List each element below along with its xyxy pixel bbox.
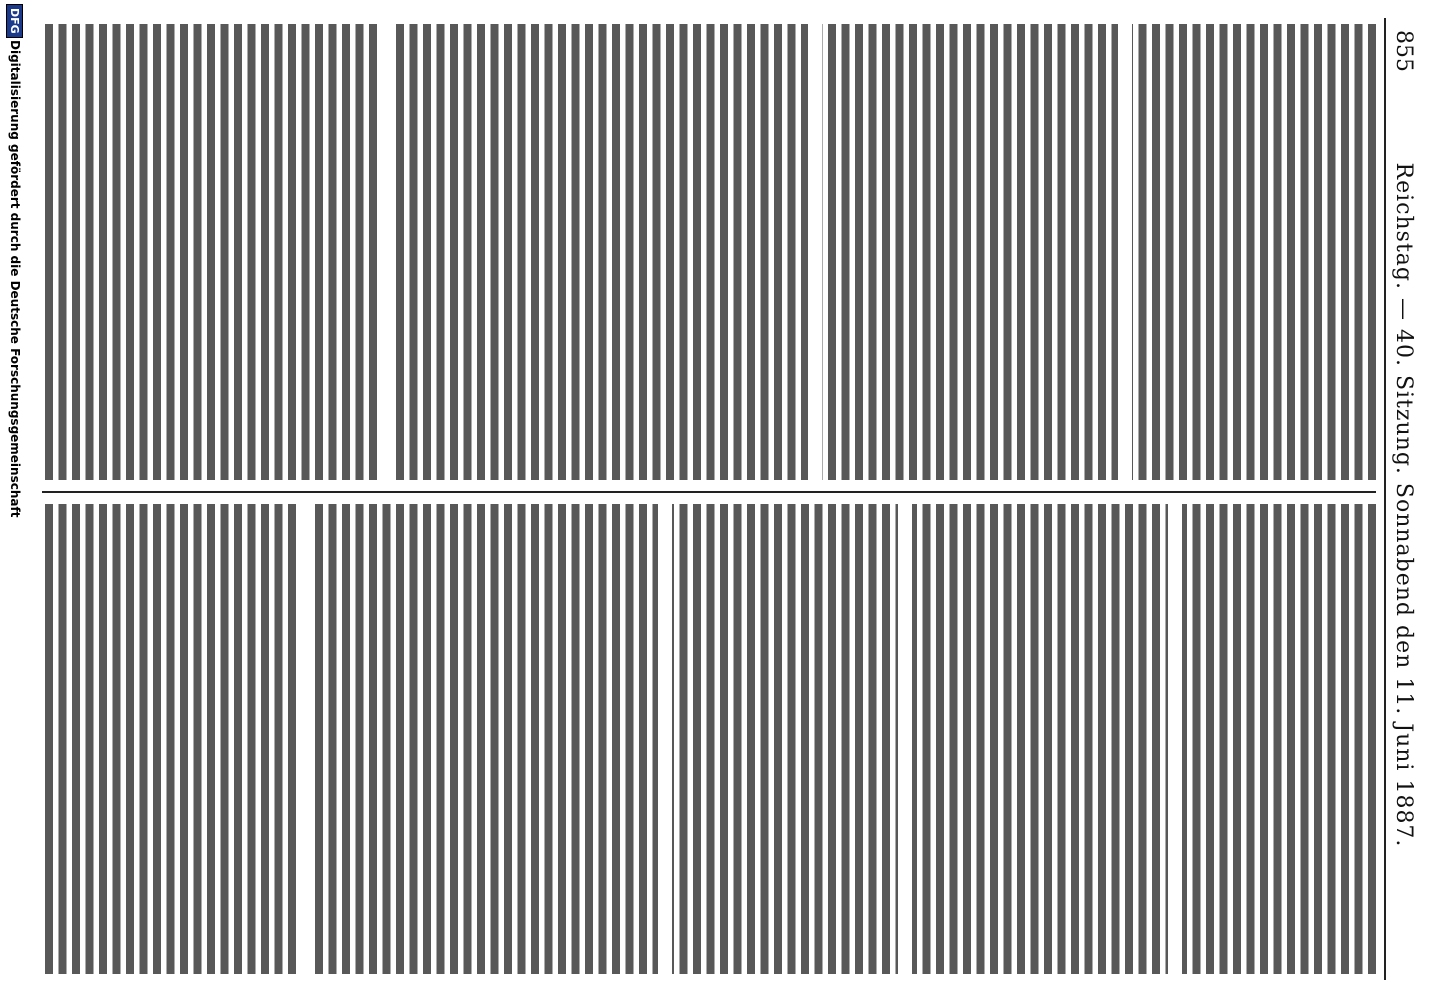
paragraph-break xyxy=(1118,24,1132,480)
page-header xyxy=(1386,30,1422,980)
paragraph-break xyxy=(378,24,392,480)
paragraph-break xyxy=(898,504,912,974)
running-head: Reichstag. — 40. Sitzung. Sonnabend den 11. Juni 1887. xyxy=(1391,162,1416,848)
paragraph-break xyxy=(808,24,822,480)
digitization-credit: Digitalisierung gefördert durch die Deutsche Forschungsgemeinschaft xyxy=(8,40,22,518)
page-number: 855 xyxy=(1391,30,1416,72)
dfg-logo: DFG xyxy=(6,4,23,38)
column-divider xyxy=(42,491,1376,493)
text-column-left xyxy=(42,24,1376,480)
header-rule xyxy=(1384,18,1386,980)
paragraph-break xyxy=(298,504,312,974)
paragraph-break xyxy=(658,504,672,974)
paragraph-break xyxy=(1168,504,1182,974)
